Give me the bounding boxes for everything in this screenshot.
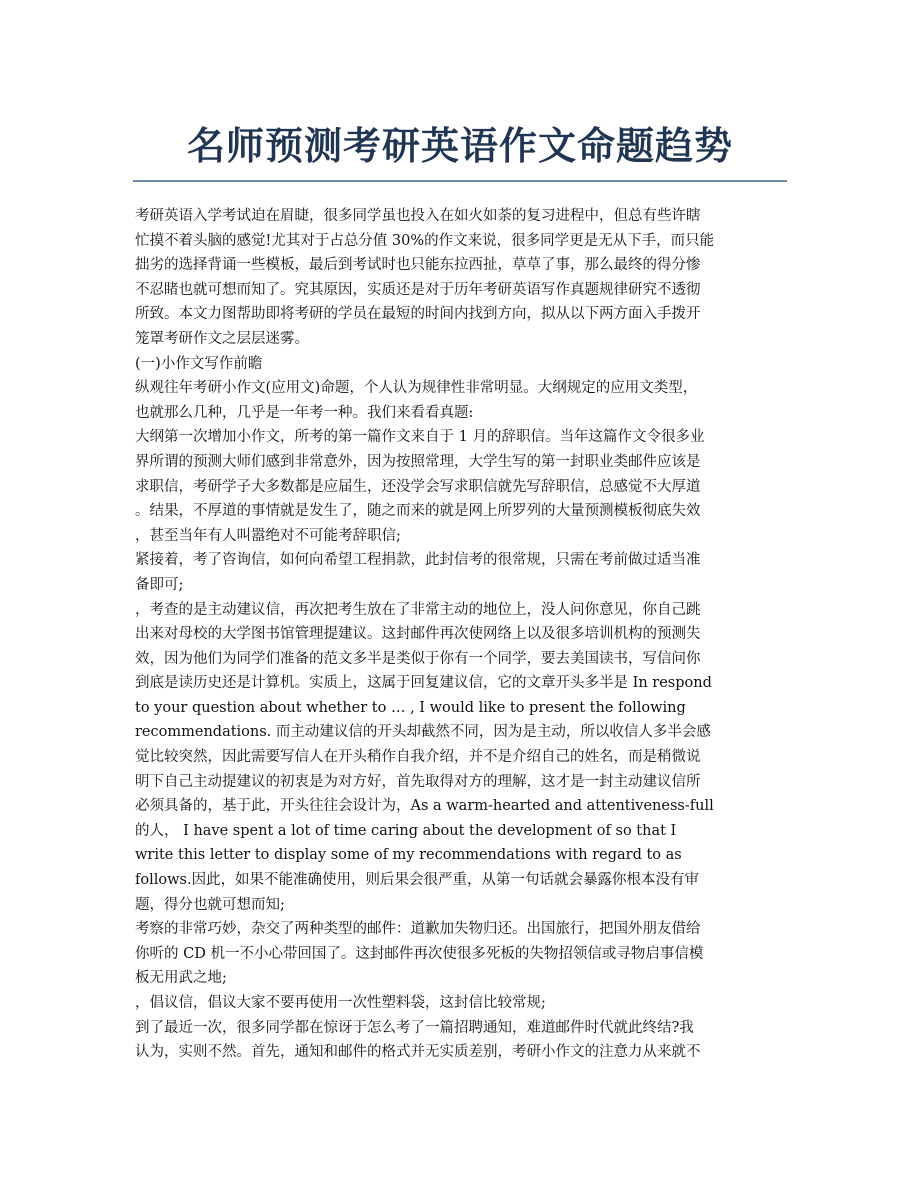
body-line: 明下自己主动提建议的初衷是为对方好，首先取得对方的理解，这才是一封主动建议信所 (135, 773, 701, 790)
body-line: 紧接着，考了咨询信，如何向希望工程捐款，此封信考的很常规，只需在考前做过适当准 (135, 552, 701, 569)
body-line: 到了最近一次，很多同学都在惊讶于怎么考了一篇招聘通知，难道邮件时代就此终结?我 (135, 1019, 694, 1036)
body-line: 到底是读历史还是计算机。实质上，这属于回复建议信，它的文章开头多半是 In respond (135, 675, 712, 692)
body-line: 出来对母校的大学图书馆管理提建议。这封邮件再次使网络上以及很多培训机构的预测失 (135, 626, 701, 643)
body-line: ，倡议信，倡议大家不要再使用一次性塑料袋，这封信比较常规; (135, 995, 546, 1011)
body-line: 的人， I have spent a lot of time caring about the development of so that I (135, 822, 677, 839)
body-line: 板无用武之地; (135, 970, 227, 987)
body-line: 大纲第一次增加小作文，所考的第一篇作文来自于 1 月的辞职信。当年这篇作文令很多业 (135, 429, 705, 446)
body-line: 笼罩考研作文之层层迷雾。 (135, 330, 309, 347)
body-line: ，考查的是主动建议信，再次把考生放在了非常主动的地位上，没人问你意见，你自己跳 (135, 601, 701, 618)
title-divider (133, 180, 787, 182)
body-line: ，甚至当年有人叫嚣绝对不可能考辞职信; (135, 527, 401, 544)
body-line: (一)小作文写作前瞻 (135, 355, 263, 372)
body-line: 题，得分也就可想而知; (135, 896, 285, 913)
body-line: 拙劣的选择背诵一些模板，最后到考试时也只能东拉西扯，草草了事，那么最终的得分惨 (135, 257, 701, 274)
body-line: 所致。本文力图帮助即将考研的学员在最短的时间内找到方向，拟从以下两方面入手拨开 (135, 306, 701, 323)
body-line: 求职信，考研学子大多数都是应届生，还没学会写求职信就先写辞职信，总感觉不大厚道 (135, 478, 701, 495)
body-line: to your question about whether to … , I would like to present the following (135, 699, 686, 716)
body-line: 考研英语入学考试迫在眉睫，很多同学虽也投入在如火如荼的复习进程中，但总有些许瞎 (135, 208, 701, 224)
body-line: 界所谓的预测大师们感到非常意外，因为按照常理，大学生写的第一封职业类邮件应该是 (135, 453, 701, 470)
body-line: 备即可; (135, 576, 184, 593)
body-line: 考察的非常巧妙，杂交了两种类型的邮件：道歉加失物归还。出国旅行，把国外朋友借给 (135, 921, 701, 938)
document-title: 名师预测考研英语作文命题趋势 (186, 124, 733, 168)
body-line: recommendations. 而主动建议信的开头却截然不同，因为是主动，所以收信人多半会感 (135, 724, 711, 741)
body-line: write this letter to display some of my recommendations with regard to as (135, 847, 682, 864)
document-body (135, 204, 787, 1065)
body-line: 必须具备的，基于此，开头往往会设计为，As a warm-hearted and attentiveness-full (135, 798, 714, 815)
body-line: 效，因为他们为同学们准备的范文多半是类似于你有一个同学，要去美国读书，写信问你 (135, 650, 701, 667)
body-line: 觉比较突然，因此需要写信人在开头稍作自我介绍，并不是介绍自己的姓名，而是稍微说 (135, 749, 701, 766)
body-line: 你听的 CD 机一不小心带回国了。这封邮件再次使很多死板的失物招领信或寻物启事信模 (135, 945, 704, 962)
body-line: 。结果，不厚道的事情就是发生了，随之而来的就是网上所罗列的大量预测模板彻底失效 (135, 503, 701, 520)
body-line: 纵观往年考研小作文(应用文)命题，个人认为规律性非常明显。大纲规定的应用文类型， (135, 380, 698, 397)
body-line: 认为，实则不然。首先，通知和邮件的格式并无实质差别，考研小作文的注意力从来就不 (135, 1044, 701, 1061)
body-line: 忙摸不着头脑的感觉!尤其对于占总分值 30%的作文来说，很多同学更是无从下手，而只能 (135, 232, 715, 249)
body-line: follows.因此，如果不能准确使用，则后果会很严重，从第一句话就会暴露你根本没有审 (135, 872, 700, 889)
body-line: 也就那么几种，几乎是一年考一种。我们来看看真题: (135, 404, 474, 421)
body-line: 不忍睹也就可想而知了。究其原因，实质还是对于历年考研英语写作真题规律研究不透彻 (135, 281, 701, 298)
